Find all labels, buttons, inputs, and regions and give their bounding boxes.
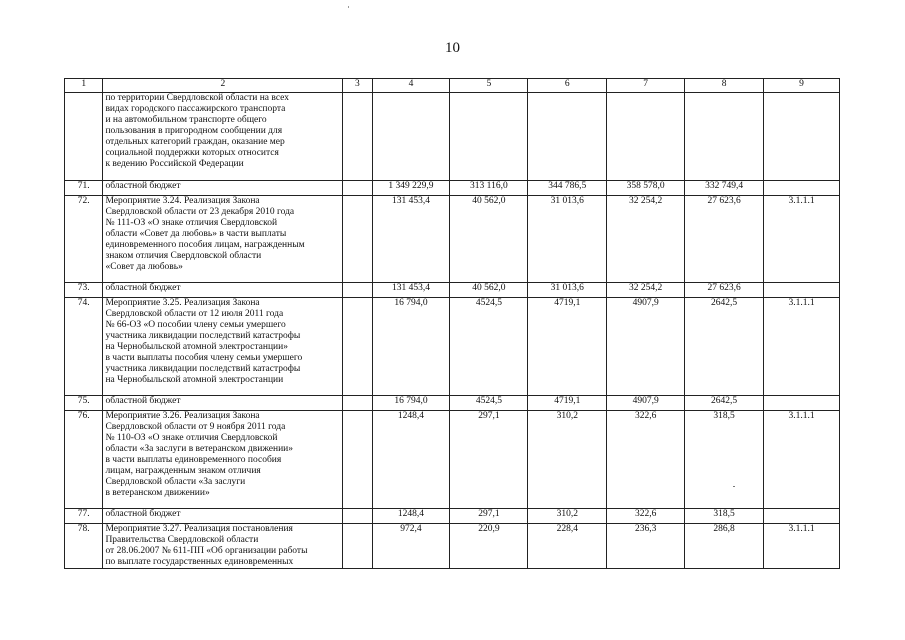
row-number: 71.: [65, 181, 103, 196]
cell-col7: 322,6: [607, 509, 685, 524]
row-description: областной бюджет: [103, 396, 343, 411]
cell-col7: 32 254,2: [607, 283, 685, 298]
cell-col9: 3.1.1.1: [764, 298, 840, 396]
cell-col7: 4907,9: [607, 396, 685, 411]
header-row: [65, 79, 840, 93]
row-description: областной бюджет: [103, 283, 343, 298]
cell-col6: 310,2: [528, 509, 607, 524]
cell-col5: 40 562,0: [450, 283, 528, 298]
cell-col8: [685, 93, 764, 181]
cell-col9: [764, 509, 840, 524]
row-description: Мероприятие 3.26. Реализация Закона Свердловской области от 9 ноября 2011 года № 110-ОЗ «О знаке отличия Свердловской области «За заслуги в ветеранском движении» в части выплаты единовременного пособия лицам, награжденным знаком отличия Свердловской области «За заслуги в ветеранском движении»: [103, 411, 343, 509]
row-number: 78.: [65, 524, 103, 569]
cell-col8: 318,5: [685, 411, 764, 509]
cell-col5: 4524,5: [450, 396, 528, 411]
table-row: [65, 396, 840, 411]
cell-col6: 228,4: [528, 524, 607, 569]
cell-col5: 297,1: [450, 411, 528, 509]
cell-col9: [764, 283, 840, 298]
cell-col9: [764, 93, 840, 181]
cell-col6: 310,2: [528, 411, 607, 509]
row-number: 77.: [65, 509, 103, 524]
row-number: 72.: [65, 196, 103, 283]
scan-mark: [733, 486, 735, 487]
page-number: 10: [445, 40, 460, 56]
col-header-1: 1: [65, 79, 103, 93]
row-description: Мероприятие 3.25. Реализация Закона Свердловской области от 12 июля 2011 года № 66-ОЗ «О пособии члену семьи умершего участника ликвидации последствий катастрофы на Чернобыльской атомной электростанции» в части выплаты пособия члену семьи умершего участника ликвидации последствий катастрофы на Чернобыльской атомной электростанции: [103, 298, 343, 396]
cell-col3: [343, 181, 372, 196]
cell-col8: 27 623,6: [685, 283, 764, 298]
cell-col4: 16 794,0: [372, 298, 450, 396]
cell-col7: 358 578,0: [607, 181, 685, 196]
cell-col3: [343, 509, 372, 524]
cell-col3: [343, 196, 372, 283]
table-row: [65, 411, 840, 509]
col-header-6: 6: [528, 79, 607, 93]
row-number: 76.: [65, 411, 103, 509]
cell-col7: 4907,9: [607, 298, 685, 396]
col-header-3: 3: [343, 79, 372, 93]
cell-col5: 313 116,0: [450, 181, 528, 196]
cell-col4: 131 453,4: [372, 196, 450, 283]
col-header-8: 8: [685, 79, 764, 93]
cell-col5: 297,1: [450, 509, 528, 524]
cell-col4: [372, 93, 450, 181]
cell-col3: [343, 411, 372, 509]
cell-col5: 4524,5: [450, 298, 528, 396]
cell-col9: [764, 396, 840, 411]
table-row: [65, 509, 840, 524]
cell-col3: [343, 298, 372, 396]
cell-col6: 31 013,6: [528, 283, 607, 298]
table-row: [65, 196, 840, 283]
table-row: [65, 524, 840, 569]
col-header-9: 9: [764, 79, 840, 93]
cell-col8: 2642,5: [685, 298, 764, 396]
cell-col3: [343, 93, 372, 181]
row-description: по территории Свердловской области на всех видах городского пассажирского транспорта и на автомобильном транспорте общего пользования в пригородном сообщении для отдельных категорий граждан, оказание мер социальной поддержки которых относится к ведению Российской Федерации: [103, 93, 343, 181]
scan-speck: [348, 6, 349, 8]
cell-col3: [343, 396, 372, 411]
cell-col6: [528, 93, 607, 181]
row-description: Мероприятие 3.24. Реализация Закона Свердловской области от 23 декабря 2010 года № 111-ОЗ «О знаке отличия Свердловской области «Совет да любовь» в части выплаты единовременного пособия лицам, награжденным знаком отличия Свердловской области «Совет да любовь»: [103, 196, 343, 283]
row-number: 75.: [65, 396, 103, 411]
row-number: 73.: [65, 283, 103, 298]
cell-col9: 3.1.1.1: [764, 411, 840, 509]
cell-col4: 972,4: [372, 524, 450, 569]
col-header-5: 5: [450, 79, 528, 93]
cell-col7: [607, 93, 685, 181]
table-row: [65, 181, 840, 196]
cell-col3: [343, 283, 372, 298]
cell-col8: 318,5: [685, 509, 764, 524]
table-row: [65, 93, 840, 181]
cell-col8: 2642,5: [685, 396, 764, 411]
cell-col4: 16 794,0: [372, 396, 450, 411]
col-header-4: 4: [372, 79, 450, 93]
cell-col4: 1 349 229,9: [372, 181, 450, 196]
cell-col6: 4719,1: [528, 396, 607, 411]
cell-col6: 31 013,6: [528, 196, 607, 283]
cell-col8: 332 749,4: [685, 181, 764, 196]
row-description: областной бюджет: [103, 509, 343, 524]
row-number: 74.: [65, 298, 103, 396]
row-description: областной бюджет: [103, 181, 343, 196]
cell-col6: 344 786,5: [528, 181, 607, 196]
cell-col5: [450, 93, 528, 181]
cell-col4: 1248,4: [372, 509, 450, 524]
row-description: Мероприятие 3.27. Реализация постановления Правительства Свердловской области от 28.06.2007 № 611-ПП «Об организации работы по выплате государственных единовременных: [103, 524, 343, 569]
cell-col7: 236,3: [607, 524, 685, 569]
cell-col6: 4719,1: [528, 298, 607, 396]
col-header-7: 7: [607, 79, 685, 93]
cell-col4: 131 453,4: [372, 283, 450, 298]
budget-table: [64, 78, 840, 569]
cell-col9: 3.1.1.1: [764, 196, 840, 283]
cell-col8: 286,8: [685, 524, 764, 569]
cell-col4: 1248,4: [372, 411, 450, 509]
row-number: [65, 93, 103, 181]
cell-col5: 40 562,0: [450, 196, 528, 283]
cell-col7: 322,6: [607, 411, 685, 509]
table-row: [65, 298, 840, 396]
cell-col3: [343, 524, 372, 569]
table-row: [65, 283, 840, 298]
cell-col5: 220,9: [450, 524, 528, 569]
cell-col8: 27 623,6: [685, 196, 764, 283]
cell-col9: [764, 181, 840, 196]
cell-col9: 3.1.1.1: [764, 524, 840, 569]
cell-col7: 32 254,2: [607, 196, 685, 283]
col-header-2: 2: [103, 79, 343, 93]
